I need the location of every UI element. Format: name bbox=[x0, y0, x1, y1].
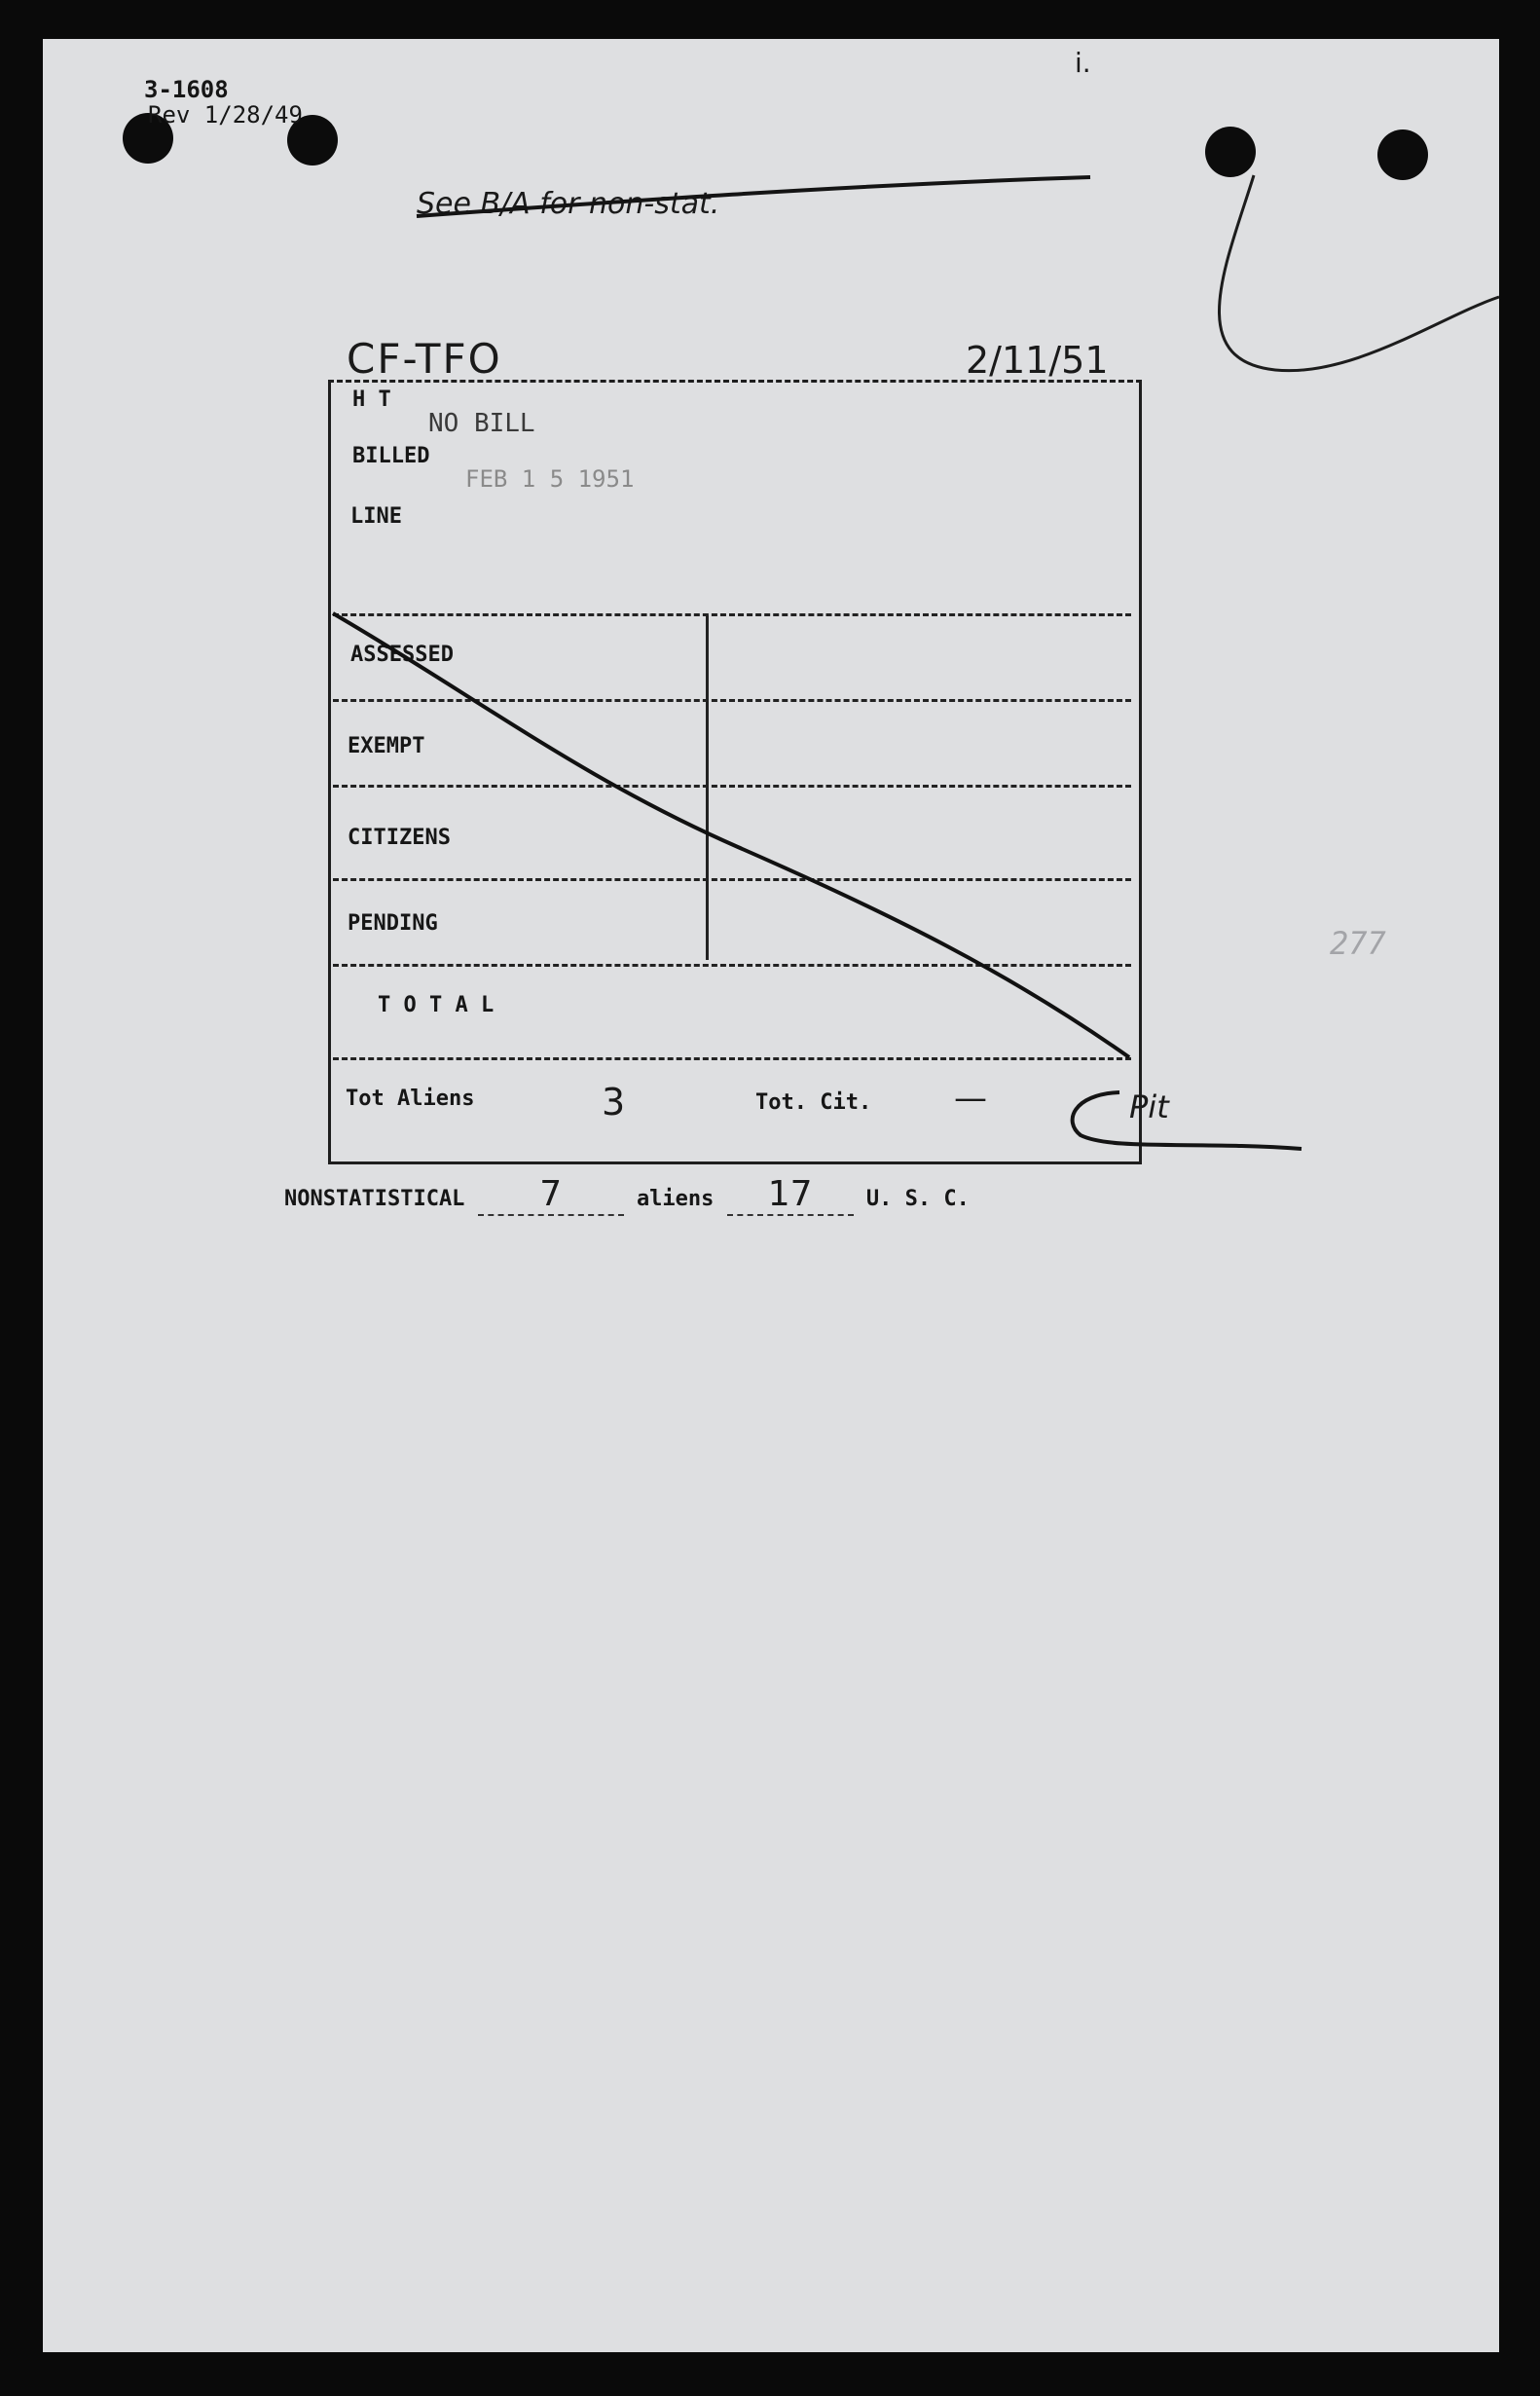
handwritten-curve bbox=[1168, 146, 1519, 389]
nonstat-aliens-value: 7 bbox=[539, 1174, 563, 1214]
form-number: 3-1608 bbox=[144, 76, 229, 103]
tot-aliens-label: Tot Aliens bbox=[346, 1087, 475, 1111]
no-bill-stamp: NO BILL bbox=[428, 409, 535, 438]
nonstat-line bbox=[284, 1174, 970, 1216]
struck-note: See B/A for non-stat. bbox=[417, 187, 720, 221]
row-label-pending: PENDING bbox=[348, 911, 438, 936]
margin-number: 277 bbox=[1330, 925, 1386, 962]
ht-label: H T bbox=[352, 387, 391, 412]
tot-cit-label: Tot. Cit. bbox=[755, 1090, 872, 1115]
total-label: T O T A L bbox=[378, 993, 495, 1017]
row-label-exempt: EXEMPT bbox=[348, 734, 425, 758]
initials-flourish bbox=[1063, 1083, 1306, 1161]
cancellation-diagonal bbox=[329, 604, 1137, 1061]
row-label-citizens: CITIZENS bbox=[348, 826, 451, 850]
strike-through-line bbox=[409, 166, 1110, 234]
tot-cit-value: — bbox=[954, 1079, 987, 1118]
nonstat-aliens-label: aliens bbox=[636, 1187, 715, 1211]
initials: Pit bbox=[1129, 1088, 1169, 1125]
top-mark: i. bbox=[1075, 47, 1091, 79]
row-label-assessed: ASSESSED bbox=[350, 643, 454, 667]
nonstat-usc-label: U. S. C. bbox=[865, 1187, 970, 1211]
nonstat-label: NONSTATISTICAL bbox=[284, 1187, 465, 1211]
line-label: LINE bbox=[350, 504, 402, 529]
nonstat-usc-value: 17 bbox=[767, 1174, 813, 1214]
form-revision: Rev 1/28/49 bbox=[148, 101, 303, 129]
date-stamp: FEB 1 5 1951 bbox=[465, 465, 635, 493]
billed-label: BILLED bbox=[352, 444, 430, 468]
file-code: CF-TFO bbox=[347, 335, 502, 383]
nonstat-usc-field bbox=[727, 1174, 854, 1216]
nonstat-aliens-field bbox=[478, 1174, 624, 1216]
form-date: 2/11/51 bbox=[966, 339, 1109, 382]
tot-aliens-value: 3 bbox=[602, 1081, 626, 1124]
